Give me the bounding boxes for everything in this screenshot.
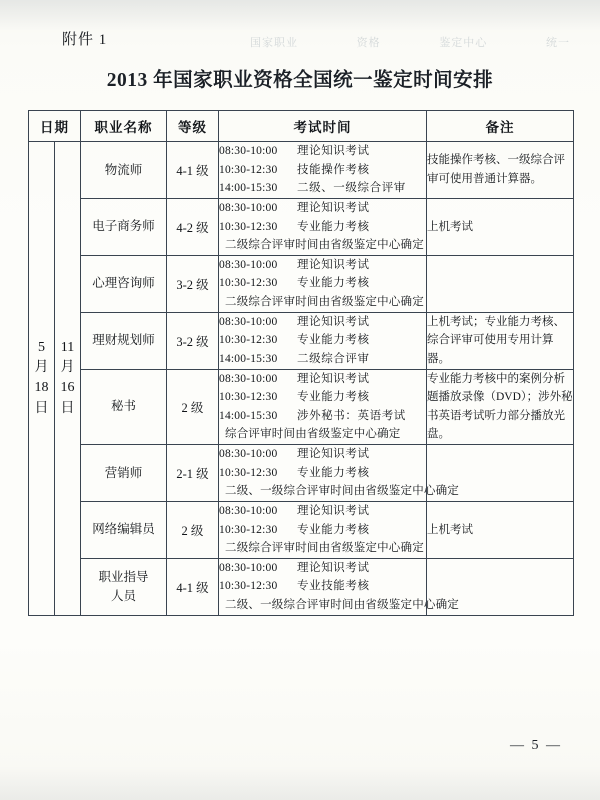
- remark-cell: 专业能力考核中的案例分析题播放录像（DVD）；涉外秘书英语考试听力部分播放光盘。: [427, 369, 574, 445]
- occupation-cell: [81, 501, 167, 558]
- exam-time-value: 10:30-12:30: [219, 334, 278, 347]
- date-may-day-char: 日: [34, 400, 49, 416]
- occupation-cell: [81, 312, 167, 369]
- date-may-day-num: 18: [34, 380, 49, 396]
- exam-time-value: 14:00-15:30: [219, 182, 278, 195]
- occupation-line: 人员: [110, 588, 136, 603]
- occupation-cell: [81, 445, 167, 502]
- exam-time-cell: [219, 312, 427, 369]
- ghost-text-4: 统一: [545, 37, 570, 49]
- exam-time-label: 理论知识考试: [297, 258, 370, 271]
- date-nov-day-char: 日: [60, 400, 75, 416]
- remark-cell: 上机考试；专业能力考核、综合评审可使用专用计算器。: [427, 312, 574, 369]
- exam-time-label: 技能操作考核: [297, 163, 370, 176]
- scan-shadow-bottom: [0, 766, 600, 800]
- header-level: 等级: [167, 111, 219, 142]
- ghost-text-2: 资格: [356, 37, 381, 49]
- exam-time-value: 10:30-12:30: [219, 277, 278, 290]
- exam-time-label: 理论知识考试: [297, 504, 370, 517]
- occupation-cell: [81, 255, 167, 312]
- exam-time-label: 专业技能考核: [297, 580, 370, 593]
- exam-time-cell: [219, 501, 427, 558]
- exam-time-label: 二级、一级综合评审: [297, 182, 406, 195]
- date-may-month-char: 月: [34, 360, 49, 376]
- exam-time-label: 专业能力考核: [297, 391, 370, 404]
- occupation-line: 心理咨询师: [92, 276, 155, 291]
- exam-time-label: 理论知识考试: [297, 561, 370, 574]
- level-cell: 2 级: [167, 501, 219, 558]
- faint-header-artifact: [250, 34, 570, 48]
- occupation-cell: [81, 142, 167, 199]
- exam-time-label: 专业能力考核: [297, 277, 370, 290]
- date-may-month-num: 5: [38, 339, 45, 355]
- occupation-line: 秘书: [110, 399, 136, 414]
- occupation-cell: [81, 558, 167, 615]
- exam-time-value: 08:30-10:00: [219, 448, 278, 460]
- page-number: — 5 —: [510, 738, 562, 753]
- scan-shadow-top: [0, 0, 600, 30]
- occupation-line: 营销师: [104, 465, 143, 480]
- level-cell: 2 级: [167, 369, 219, 445]
- occupation-line: 网络编辑员: [92, 522, 155, 537]
- remark-cell: 上机考试: [427, 198, 574, 255]
- date-nov-day-num: 16: [60, 380, 75, 396]
- exam-time-note: 二级、一级综合评审时间由省级鉴定中心确定: [225, 599, 459, 611]
- exam-time-value: 08:30-10:00: [219, 145, 278, 157]
- exam-time-value: 10:30-12:30: [219, 466, 278, 479]
- table-row: [29, 369, 574, 445]
- exam-time-label: 涉外秘书：英语考试: [297, 409, 406, 422]
- exam-time-value: 14:00-15:30: [219, 409, 278, 422]
- exam-time-label: 理论知识考试: [297, 448, 370, 460]
- table-row: [29, 501, 574, 558]
- header-exam-time: 考试时间: [219, 111, 427, 142]
- exam-time-value: 08:30-10:00: [219, 561, 278, 574]
- table-row: [29, 558, 574, 615]
- exam-time-note: 二级综合评审时间由省级鉴定中心确定: [225, 239, 424, 252]
- exam-time-value: 10:30-12:30: [219, 523, 278, 536]
- occupation-line: 职业指导: [98, 569, 149, 584]
- table-row: [29, 445, 574, 502]
- level-cell: 4-1 级: [167, 558, 219, 615]
- exam-time-cell: [219, 369, 427, 445]
- exam-time-note: 二级综合评审时间由省级鉴定中心确定: [225, 296, 424, 308]
- occupation-cell: [81, 369, 167, 445]
- exam-time-value: 10:30-12:30: [219, 391, 278, 404]
- table-header-row: [29, 111, 574, 142]
- page-title: 2013 年国家职业资格全国统一鉴定时间安排: [106, 70, 494, 91]
- exam-time-label: 理论知识考试: [297, 372, 370, 385]
- level-cell: 3-2 级: [167, 312, 219, 369]
- schedule-table: [28, 110, 574, 616]
- exam-time-label: 专业能力考核: [297, 334, 370, 347]
- remark-cell: 上机考试: [427, 501, 574, 558]
- exam-time-label: 理论知识考试: [297, 315, 370, 328]
- exam-time-cell: [219, 142, 427, 199]
- ghost-text-3: 鉴定中心: [439, 37, 488, 49]
- date-nov-month-num: 11: [60, 339, 75, 355]
- exam-time-value: 08:30-10:00: [219, 504, 278, 517]
- remark-cell: 技能操作考核、一级综合评审可使用普通计算器。: [427, 142, 574, 199]
- attachment-label: 附件 1: [62, 32, 108, 48]
- exam-time-cell: [219, 198, 427, 255]
- exam-time-label: 专业能力考核: [297, 523, 370, 536]
- date-cell-may: [29, 142, 55, 616]
- exam-time-cell: [219, 255, 427, 312]
- ghost-text-1: 国家职业: [250, 37, 298, 49]
- level-cell: 4-2 级: [167, 198, 219, 255]
- exam-time-value: 10:30-12:30: [219, 220, 278, 233]
- exam-time-note: 二级、一级综合评审时间由省级鉴定中心确定: [225, 485, 459, 498]
- exam-time-cell: [219, 558, 459, 615]
- exam-time-note: 二级综合评审时间由省级鉴定中心确定: [225, 542, 424, 555]
- exam-time-value: 14:00-15:30: [219, 352, 278, 365]
- occupation-line: 物流师: [104, 162, 143, 177]
- exam-time-value: 08:30-10:00: [219, 372, 278, 385]
- remark-cell: [427, 255, 574, 312]
- exam-time-label: 理论知识考试: [297, 201, 370, 214]
- occupation-line: 电子商务师: [92, 219, 155, 234]
- table-row: [29, 142, 574, 199]
- table-row: [29, 198, 574, 255]
- header-date: 日期: [29, 111, 81, 142]
- date-cell-november: [55, 142, 81, 616]
- level-cell: 4-1 级: [167, 142, 219, 199]
- exam-time-value: 10:30-12:30: [219, 163, 278, 176]
- exam-time-value: 08:30-10:00: [219, 315, 278, 328]
- exam-time-cell: [219, 445, 459, 502]
- exam-time-note: 综合评审时间由省级鉴定中心确定: [225, 428, 401, 441]
- table-row: [29, 255, 574, 312]
- exam-time-label: 二级综合评审: [297, 352, 370, 365]
- level-cell: 2-1 级: [167, 445, 219, 502]
- exam-time-value: 10:30-12:30: [219, 580, 278, 593]
- exam-time-value: 08:30-10:00: [219, 201, 278, 214]
- exam-time-label: 理论知识考试: [297, 145, 370, 157]
- occupation-line: 理财规划师: [92, 333, 155, 348]
- exam-time-label: 专业能力考核: [297, 220, 370, 233]
- exam-time-label: 专业能力考核: [297, 466, 370, 479]
- occupation-cell: [81, 198, 167, 255]
- date-nov-month-char: 月: [60, 360, 75, 376]
- header-occupation: 职业名称: [81, 111, 167, 142]
- level-cell: 3-2 级: [167, 255, 219, 312]
- header-remark: 备注: [427, 111, 574, 142]
- exam-time-value: 08:30-10:00: [219, 258, 278, 271]
- table-row: [29, 312, 574, 369]
